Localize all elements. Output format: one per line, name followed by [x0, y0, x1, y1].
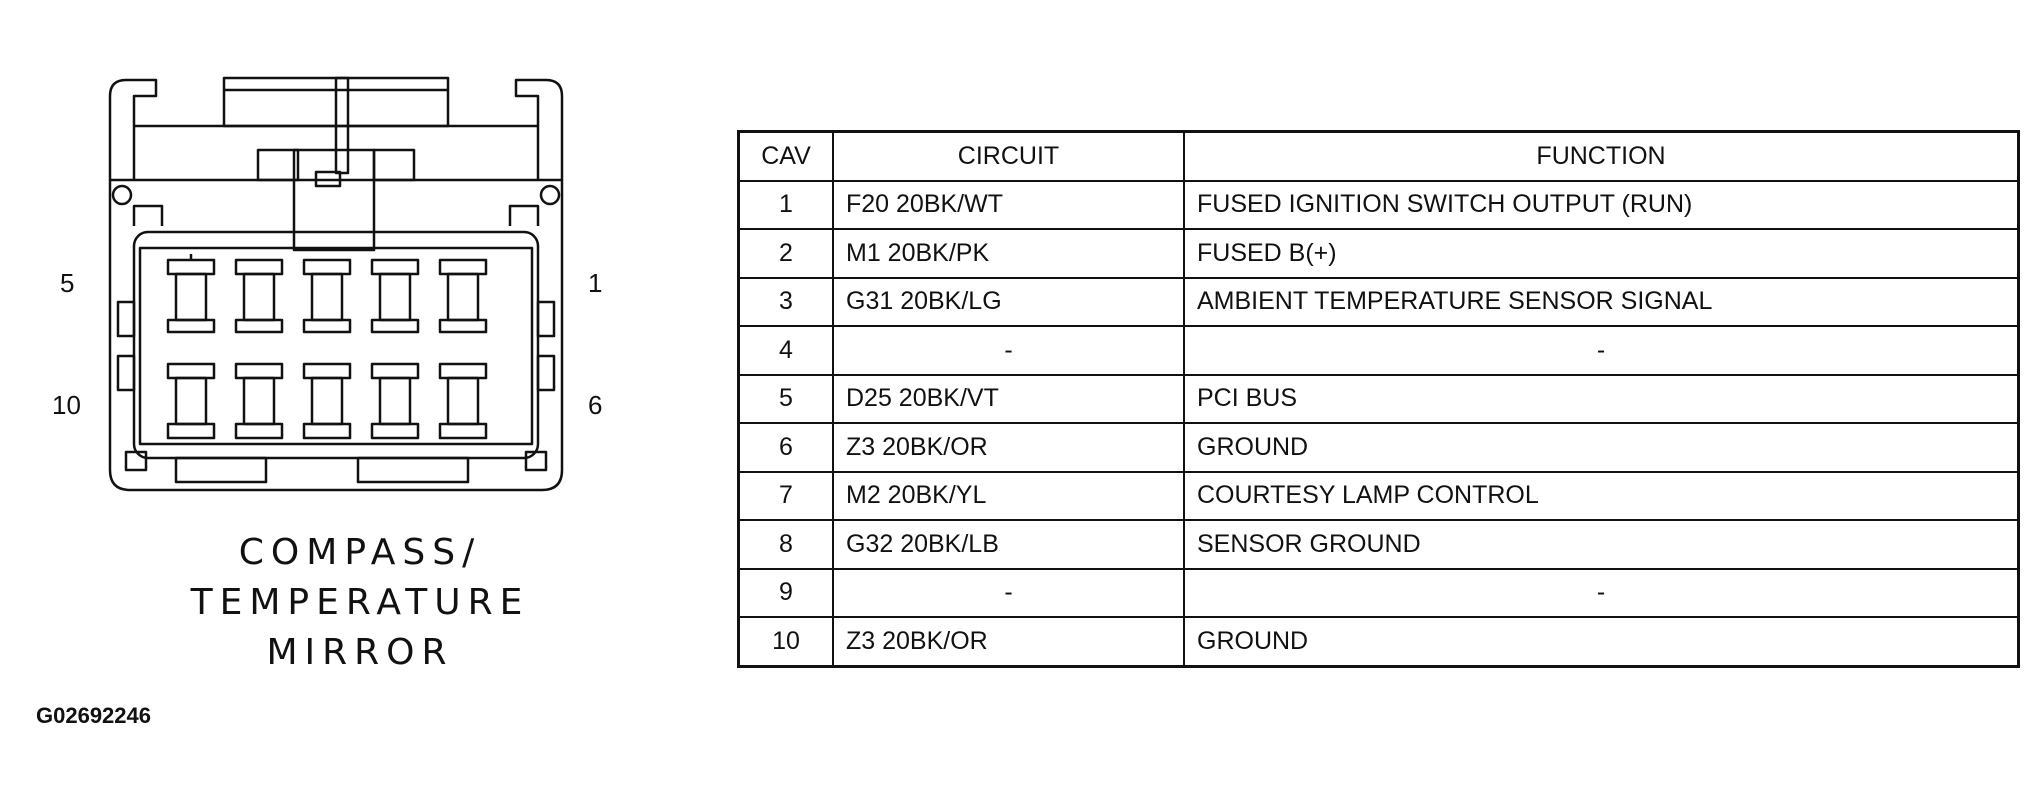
pin-label-6: 6	[588, 390, 603, 420]
table-row	[739, 326, 2019, 375]
circuit-cell: Z3 20BK/OR	[833, 423, 1184, 472]
function-cell: AMBIENT TEMPERATURE SENSOR SIGNAL	[1184, 278, 2019, 327]
table-row	[739, 520, 2019, 569]
caption-line: TEMPERATURE	[190, 582, 530, 623]
pinout-table	[737, 130, 2020, 668]
circuit-cell: -	[833, 326, 1184, 375]
pin-label-5: 5	[60, 268, 75, 298]
table-row	[739, 423, 2019, 472]
connector-face-drawing	[0, 0, 740, 540]
cav-cell: 3	[739, 278, 834, 327]
function-cell: -	[1184, 569, 2019, 618]
circuit-cell: -	[833, 569, 1184, 618]
connector-housing-right	[516, 80, 562, 180]
connector-caption	[150, 528, 570, 678]
circuit-cell: M1 20BK/PK	[833, 229, 1184, 278]
circuit-cell: D25 20BK/VT	[833, 375, 1184, 424]
cav-cell: 4	[739, 326, 834, 375]
header-function: FUNCTION	[1184, 132, 2019, 181]
function-cell: FUSED B(+)	[1184, 229, 2019, 278]
latch	[294, 150, 374, 250]
function-cell: -	[1184, 326, 2019, 375]
table-row	[739, 278, 2019, 327]
circuit-cell: G32 20BK/LB	[833, 520, 1184, 569]
table-header-row	[739, 132, 2019, 181]
circuit-cell: F20 20BK/WT	[833, 181, 1184, 230]
circuit-cell: Z3 20BK/OR	[833, 617, 1184, 666]
top-row-cavities	[168, 254, 486, 332]
cav-cell: 6	[739, 423, 834, 472]
cav-cell: 2	[739, 229, 834, 278]
header-circuit: CIRCUIT	[833, 132, 1184, 181]
table-row	[739, 472, 2019, 521]
pin-label-10: 10	[52, 390, 81, 420]
function-cell: PCI BUS	[1184, 375, 2019, 424]
cav-cell: 8	[739, 520, 834, 569]
circuit-cell: M2 20BK/YL	[833, 472, 1184, 521]
caption-line: COMPASS/	[238, 532, 482, 573]
figure-id: G02692246	[36, 703, 151, 728]
pin-label-1: 1	[588, 268, 603, 298]
bottom-row-cavities	[168, 364, 486, 438]
cav-cell: 5	[739, 375, 834, 424]
table-row	[739, 569, 2019, 618]
function-cell: GROUND	[1184, 617, 2019, 666]
cav-cell: 7	[739, 472, 834, 521]
table-row	[739, 617, 2019, 666]
function-cell: GROUND	[1184, 423, 2019, 472]
caption-line: MIRROR	[266, 632, 454, 673]
function-cell: SENSOR GROUND	[1184, 520, 2019, 569]
circuit-cell: G31 20BK/LG	[833, 278, 1184, 327]
header-cav: CAV	[739, 132, 834, 181]
connector-housing	[110, 80, 156, 180]
cav-cell: 1	[739, 181, 834, 230]
table-row	[739, 181, 2019, 230]
cav-cell: 10	[739, 617, 834, 666]
function-cell: COURTESY LAMP CONTROL	[1184, 472, 2019, 521]
table-row	[739, 229, 2019, 278]
cav-cell: 9	[739, 569, 834, 618]
function-cell: FUSED IGNITION SWITCH OUTPUT (RUN)	[1184, 181, 2019, 230]
table-row	[739, 375, 2019, 424]
